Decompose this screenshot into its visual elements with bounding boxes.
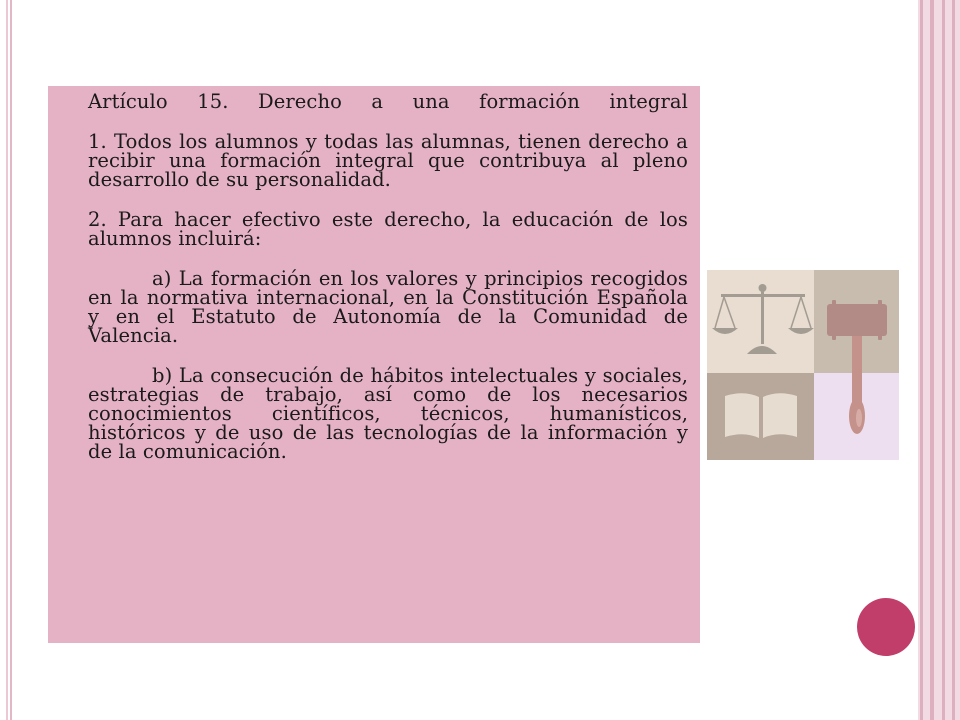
paragraph-1: 1. Todos los alumnos y todas las alumnas, tienen derecho a recibir una formación integral que contribuya al pleno desarrollo de su personalidad. xyxy=(88,130,688,191)
paragraph-b: b) La consecución de hábitos intelectuales y sociales, estrategias de trabajo, así como de los necesarios conocimientos científicos, técnicos, humanísticos, históricos y de uso de las tecnologías de la información y de la comunicación. xyxy=(88,364,688,463)
justice-illustration xyxy=(707,270,899,460)
paragraph-a: a) La formación en los valores y principios recogidos en la normativa internacional, en la Constitución Española y en el Estatuto de Autonomía de la Comunidad de Valencia. xyxy=(88,267,688,347)
frame-stripe xyxy=(930,0,934,720)
article-title: Artículo 15. Derecho a una formación integral xyxy=(88,90,688,113)
left-frame-border xyxy=(0,0,12,720)
frame-stripe xyxy=(952,0,955,720)
frame-stripe xyxy=(942,0,945,720)
book-icon xyxy=(725,393,797,438)
right-frame-border xyxy=(918,0,960,720)
article-text xyxy=(88,86,688,461)
decorative-circle xyxy=(857,598,915,656)
frame-stripe xyxy=(920,0,923,720)
paragraph-2: 2. Para hacer efectivo este derecho, la educación de los alumnos incluirá: xyxy=(88,208,688,250)
